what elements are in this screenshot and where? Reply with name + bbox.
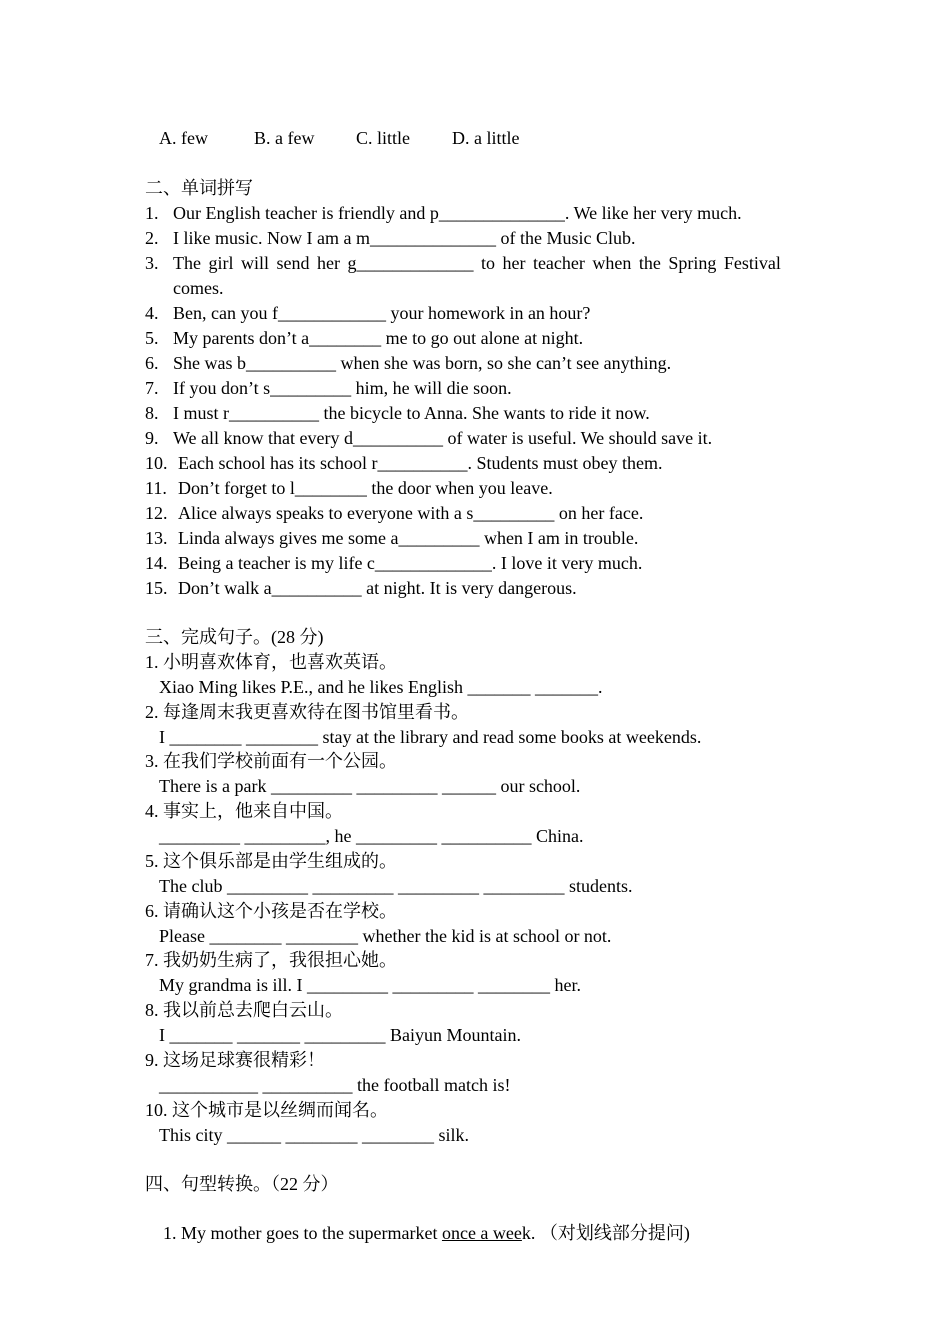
chinese-prompt: 2. 每逢周末我更喜欢待在图书馆里看书。	[145, 702, 469, 722]
option-d: D. a little	[452, 128, 520, 148]
item-text: Ben, can you f____________ your homework in an hour?	[173, 303, 591, 323]
item-text: She was b__________ when she was born, so she can’t see anything.	[173, 353, 672, 373]
english-sentence: My grandma is ill. I _________ _________ ________ her.	[159, 975, 581, 995]
item-number: 15.	[145, 578, 168, 598]
item-text-continued: comes.	[173, 278, 224, 298]
english-sentence: There is a park _________ _________ ______ our school.	[159, 776, 581, 796]
item-number: 4.	[145, 303, 159, 323]
item-text: I must r__________ the bicycle to Anna. She wants to ride it now.	[173, 403, 650, 423]
item-number: 5.	[145, 328, 159, 348]
item-text: Don’t walk a__________ at night. It is very dangerous.	[178, 578, 577, 598]
item-text: Alice always speaks to everyone with a s_________ on her face.	[178, 503, 644, 523]
item-number: 6.	[145, 353, 159, 373]
item-text-after: k. （对划线部分提问)	[521, 1223, 690, 1243]
option-b: B. a few	[254, 128, 315, 148]
item-number: 13.	[145, 528, 168, 548]
option-c: C. little	[356, 128, 410, 148]
section-4-item-1	[145, 1197, 690, 1269]
chinese-prompt: 9. 这场足球赛很精彩！	[145, 1050, 325, 1070]
english-sentence: I _______ _______ _________ Baiyun Mountain.	[159, 1025, 521, 1045]
item-number: 8.	[145, 403, 159, 423]
chinese-prompt: 5. 这个俱乐部是由学生组成的。	[145, 851, 397, 871]
item-number: 11.	[145, 478, 167, 498]
english-sentence: Xiao Ming likes P.E., and he likes English _______ _______.	[159, 677, 603, 697]
option-a: A. few	[159, 128, 208, 148]
english-sentence: I ________ ________ stay at the library and read some books at weekends.	[159, 727, 702, 747]
english-sentence: The club _________ _________ _________ _________ students.	[159, 876, 633, 896]
item-text: Our English teacher is friendly and p______________. We like her very much.	[173, 203, 742, 223]
item-number: 7.	[145, 378, 159, 398]
english-sentence: ___________ __________ the football match is!	[159, 1075, 511, 1095]
section-2-title: 二、单词拼写	[145, 178, 253, 198]
item-text-before: 1. My mother goes to the supermarket	[163, 1223, 442, 1243]
item-number: 14.	[145, 553, 168, 573]
english-sentence: This city ______ ________ ________ silk.	[159, 1125, 469, 1145]
item-text: My parents don’t a________ me to go out alone at night.	[173, 328, 584, 348]
item-text: Don’t forget to l________ the door when you leave.	[178, 478, 553, 498]
item-number: 10.	[145, 453, 168, 473]
item-text: The girl will send her g_____________ to her teacher when the Spring Festival	[173, 253, 781, 273]
item-text: If you don’t s_________ him, he will die soon.	[173, 378, 512, 398]
chinese-prompt: 10. 这个城市是以丝绸而闻名。	[145, 1100, 388, 1120]
item-number: 2.	[145, 228, 159, 248]
item-number: 3.	[145, 253, 159, 273]
english-sentence: Please ________ ________ whether the kid is at school or not.	[159, 926, 612, 946]
item-text: We all know that every d__________ of water is useful. We should save it.	[173, 428, 713, 448]
chinese-prompt: 4. 事实上，他来自中国。	[145, 801, 343, 821]
underlined-phrase: once a wee	[441, 1223, 522, 1243]
chinese-prompt: 6. 请确认这个小孩是否在学校。	[145, 901, 397, 921]
item-text: Linda always gives me some a_________ when I am in trouble.	[178, 528, 639, 548]
item-text: Each school has its school r__________. Students must obey them.	[178, 453, 663, 473]
item-number: 9.	[145, 428, 159, 448]
item-text: I like music. Now I am a m______________ of the Music Club.	[173, 228, 636, 248]
item-text: Being a teacher is my life c_____________. I love it very much.	[178, 553, 643, 573]
chinese-prompt: 3. 在我们学校前面有一个公园。	[145, 751, 397, 771]
english-sentence: _________ _________, he _________ __________ China.	[159, 826, 584, 846]
section-3-title: 三、完成句子。(28 分)	[145, 627, 324, 647]
item-number: 12.	[145, 503, 168, 523]
chinese-prompt: 7. 我奶奶生病了，我很担心她。	[145, 950, 397, 970]
item-number: 1.	[145, 203, 159, 223]
section-4-title: 四、句型转换。（22 分）	[145, 1174, 339, 1194]
chinese-prompt: 8. 我以前总去爬白云山。	[145, 1000, 343, 1020]
chinese-prompt: 1. 小明喜欢体育，也喜欢英语。	[145, 652, 397, 672]
